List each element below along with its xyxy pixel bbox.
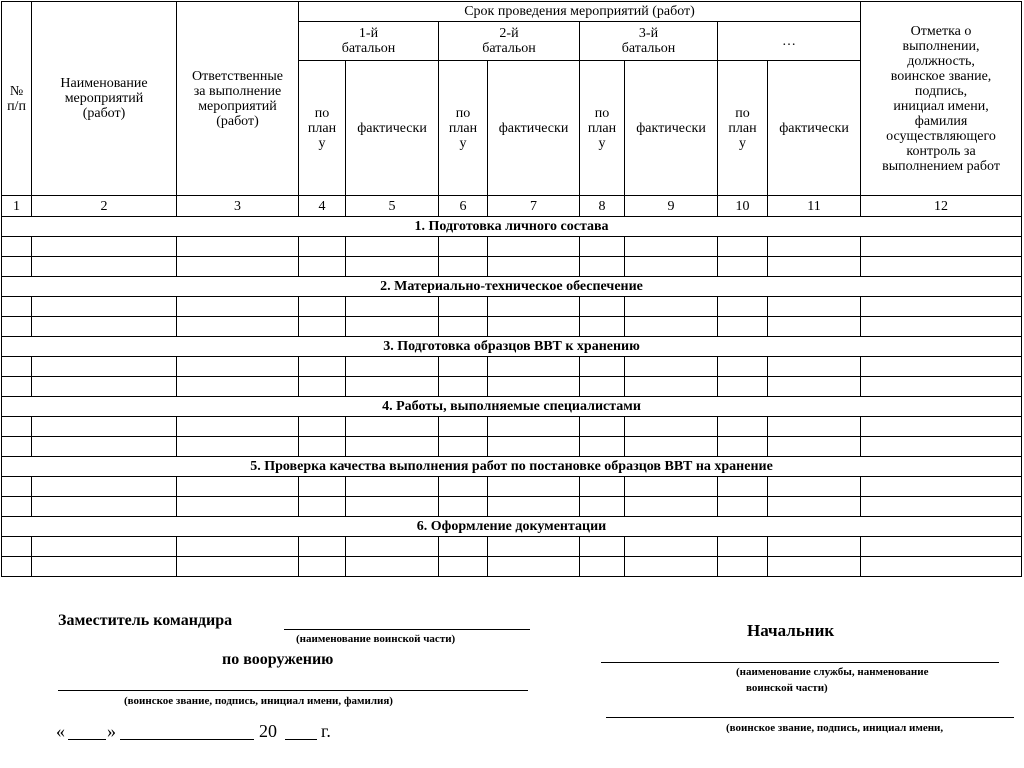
column-number: 9: [625, 196, 718, 217]
deputy-signature-caption: (воинское звание, подпись, инициал имени, фамилия): [124, 695, 393, 707]
col-mark-header: Отметка о выполнении, должность, воинское звание, подпись, инициал имени, фамилия осуществляющего контроль за выполнением работ: [861, 2, 1022, 196]
date-year-line[interactable]: [285, 739, 317, 740]
column-number: 6: [439, 196, 488, 217]
fact-header: фактически: [768, 61, 861, 196]
date-open-quote: «: [56, 721, 65, 741]
unit-name-line[interactable]: [284, 629, 530, 630]
chief-title: Начальник: [747, 621, 835, 640]
plan-table: [1, 1, 1022, 577]
table-row[interactable]: [2, 477, 1022, 497]
term-header: Срок проведения мероприятий (работ): [299, 2, 861, 22]
fact-header: фактически: [488, 61, 580, 196]
fact-header: фактически: [625, 61, 718, 196]
col-num-header: № п/п: [2, 2, 32, 196]
plan-header: по план у: [718, 61, 768, 196]
date-day-line[interactable]: [68, 739, 106, 740]
service-name-caption-2: воинской части): [746, 682, 828, 694]
table-row[interactable]: [2, 237, 1022, 257]
table-row[interactable]: [2, 497, 1022, 517]
table-row[interactable]: [2, 437, 1022, 457]
column-number: 4: [299, 196, 346, 217]
table-row[interactable]: [2, 317, 1022, 337]
column-number: 1: [2, 196, 32, 217]
armament-title: по вооружению: [222, 651, 334, 668]
date-close-quote: »: [107, 721, 116, 741]
table-row[interactable]: [2, 417, 1022, 437]
service-name-line[interactable]: [601, 662, 999, 663]
table-row[interactable]: [2, 257, 1022, 277]
table-row[interactable]: [2, 297, 1022, 317]
bat2-header: 2-й батальон: [439, 22, 580, 61]
table-row[interactable]: [2, 377, 1022, 397]
deputy-commander-title: Заместитель командира: [58, 612, 233, 629]
bat3-header: 3-й батальон: [580, 22, 718, 61]
column-number: 3: [177, 196, 299, 217]
plan-header: по план у: [439, 61, 488, 196]
table-row[interactable]: [2, 357, 1022, 377]
column-number: 5: [346, 196, 439, 217]
section-heading: 4. Работы, выполняемые специалистами: [2, 397, 1022, 417]
column-number: 8: [580, 196, 625, 217]
bat1-header: 1-й батальон: [299, 22, 439, 61]
fact-header: фактически: [346, 61, 439, 196]
date-year-prefix: 20: [259, 721, 277, 741]
column-number: 2: [32, 196, 177, 217]
table-row[interactable]: [2, 557, 1022, 577]
column-number: 11: [768, 196, 861, 217]
section-heading: 1. Подготовка личного состава: [2, 217, 1022, 237]
column-number: 12: [861, 196, 1022, 217]
chief-signature-line[interactable]: [606, 717, 1014, 718]
section-heading: 6. Оформление документации: [2, 517, 1022, 537]
date-month-line[interactable]: [120, 739, 254, 740]
section-heading: 2. Материально-техническое обеспечение: [2, 277, 1022, 297]
date-year-suffix: г.: [321, 721, 331, 741]
section-heading: 3. Подготовка образцов ВВТ к хранению: [2, 337, 1022, 357]
bat-etc-header: …: [718, 22, 861, 61]
deputy-signature-line[interactable]: [58, 690, 528, 691]
unit-name-caption: (наименование воинской части): [296, 633, 456, 645]
table-row[interactable]: [2, 537, 1022, 557]
column-number: 10: [718, 196, 768, 217]
column-number: 7: [488, 196, 580, 217]
col-responsible-header: Ответственные за выполнение мероприятий (работ): [177, 2, 299, 196]
service-name-caption-1: (наименование службы, нанменование: [736, 666, 929, 678]
plan-header: по план у: [299, 61, 346, 196]
column-number-row: [2, 196, 1022, 217]
col-name-header: Наименование мероприятий (работ): [32, 2, 177, 196]
plan-header: по план у: [580, 61, 625, 196]
chief-signature-caption: (воинское звание, подпись, инициал имени,: [726, 722, 944, 734]
section-heading: 5. Проверка качества выполнения работ по постановке образцов ВВТ на хранение: [2, 457, 1022, 477]
